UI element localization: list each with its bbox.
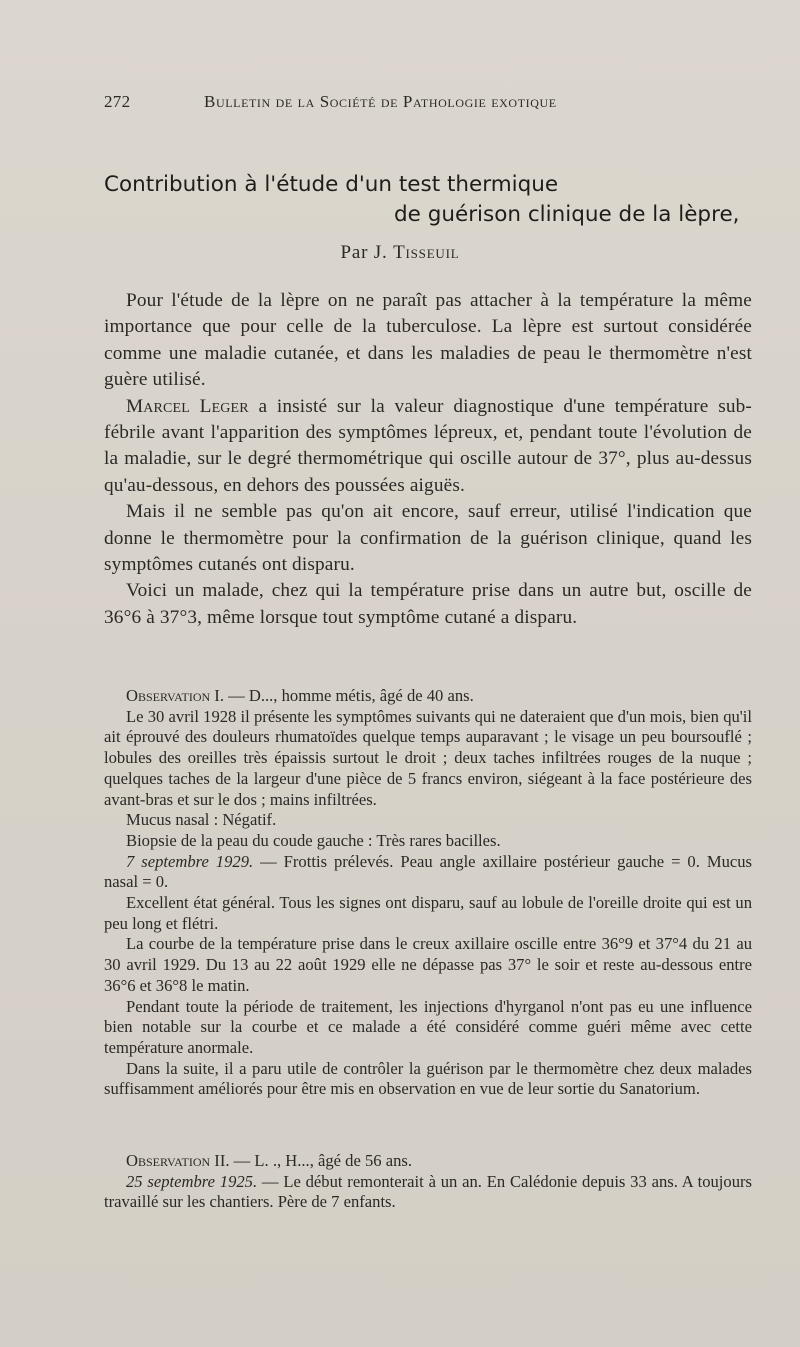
observation-2-date: 25 septembre 1925. [126, 1171, 258, 1191]
observation-2 [104, 1151, 752, 1213]
observation-2-heading [104, 1151, 752, 1172]
body-paragraph-2 [104, 394, 752, 500]
body-paragraph-1: Pour l'étude de la lèpre on ne paraît pas attacher à la température la même importance que pour celle de la tuberculose. La lèpre est surtout considérée comme une maladie cutanée, et dans les maladies de peau le thermomètre n'est guère utilisé. [104, 290, 752, 391]
cited-author: Marcel Leger [126, 395, 249, 417]
observation-1-paragraph: Excellent état général. Tous les signes ont disparu, sauf au lobule de l'oreille droite qui est un peu long et flétri. [104, 893, 752, 933]
observation-2-intro: — L. ., H..., âgé de 56 ans. [229, 1151, 412, 1170]
observation-1-paragraph: Dans la suite, il a paru utile de contrôler la guérison par le thermomètre chez deux malades suffisamment améliorés pour être mis en observation en vue de leur sortie du Sanatorium. [104, 1058, 752, 1099]
observation-1-date-text: — Frottis prélevés. Peau angle axillaire postérieur gauche = 0. Mucus nasal = 0. [104, 851, 753, 892]
page-number: 272 [104, 92, 131, 111]
observation-1-paragraph: Le 30 avril 1928 il présente les symptômes suivants qui ne dateraient que d'un mois, bien qu'il ait éprouvé des douleurs rhumatoïdes quelque temps auparavant ; le visage un peu boursouflé ; lobules des oreilles très épaissis surtout le droit ; deux taches infiltrées rouges de la nuque ; quelques taches de la largeur d'une pièce de 5 francs environ, siégeant à la face postérieure des avant-bras et sur le dos ; mains infiltrées. [104, 706, 752, 809]
article-title [104, 170, 754, 230]
observation-1-paragraph: La courbe de la température prise dans le creux axillaire oscille entre 36°9 et 37°4 du 21 au 30 avril 1929. Du 13 au 22 août 1929 elle ne dépasse pas 37° le soir et reste au-dessous entre 36°6 et 36°8 le matin. [104, 934, 752, 995]
observation-1-date: 7 septembre 1929. [126, 851, 254, 871]
observation-1-paragraph: Pendant toute la période de traitement, les injections d'hyrganol n'ont pas eu une influence bien notable sur la courbe et ce malade a été considéré comme guéri même avec cette température anormale. [104, 996, 752, 1057]
running-title: Bulletin de la Société de Pathologie exotique [204, 92, 557, 111]
observation-1-paragraph [104, 852, 752, 893]
body-paragraph-2-text: a insisté sur la valeur diagnostique d'une température sub-fébrile avant l'apparition des symptômes lépreux, et, pendant toute l'évolution de la maladie, sur le degré thermométrique qui oscille autour de 37°, plus au-dessus qu'au-dessous, en dehors des poussées aiguës. [104, 395, 753, 496]
byline-prefix: Par J. [340, 242, 388, 263]
article-body [104, 288, 752, 631]
observation-2-paragraph [104, 1172, 752, 1213]
observation-2-label: Observation II. [126, 1151, 230, 1170]
author-byline [0, 242, 800, 264]
body-paragraph-4: Voici un malade, chez qui la température prise dans un autre but, oscille de 36°6 à 37°3, même lorsque tout symptôme cutané a disparu. [104, 580, 752, 628]
body-paragraph-3: Mais il ne semble pas qu'on ait encore, sauf erreur, utilisé l'indication que donne le thermomètre pour la confirmation de la guérison clinique, quand les symptômes cutanés ont disparu. [104, 501, 752, 576]
observation-1-intro: — D..., homme métis, âgé de 40 ans. [223, 686, 474, 705]
observation-2-date-text: — Le début remonterait à un an. En Calédonie depuis 33 ans. A toujours travaillé sur les chantiers. Père de 7 enfants. [104, 1171, 752, 1212]
observation-1-label: Observation I. [126, 686, 224, 705]
author-surname: Tisseuil [393, 242, 460, 263]
article-title-line-1: Contribution à l'étude d'un test thermique [104, 172, 559, 197]
observation-1-paragraph: Biopsie de la peau du coude gauche : Très rares bacilles. [126, 830, 501, 850]
observation-1-paragraph: Mucus nasal : Négatif. [126, 810, 277, 830]
observation-1 [104, 686, 752, 1100]
observation-1-heading [104, 686, 752, 707]
article-title-line-2: de guérison clinique de la lèpre, [394, 202, 740, 227]
